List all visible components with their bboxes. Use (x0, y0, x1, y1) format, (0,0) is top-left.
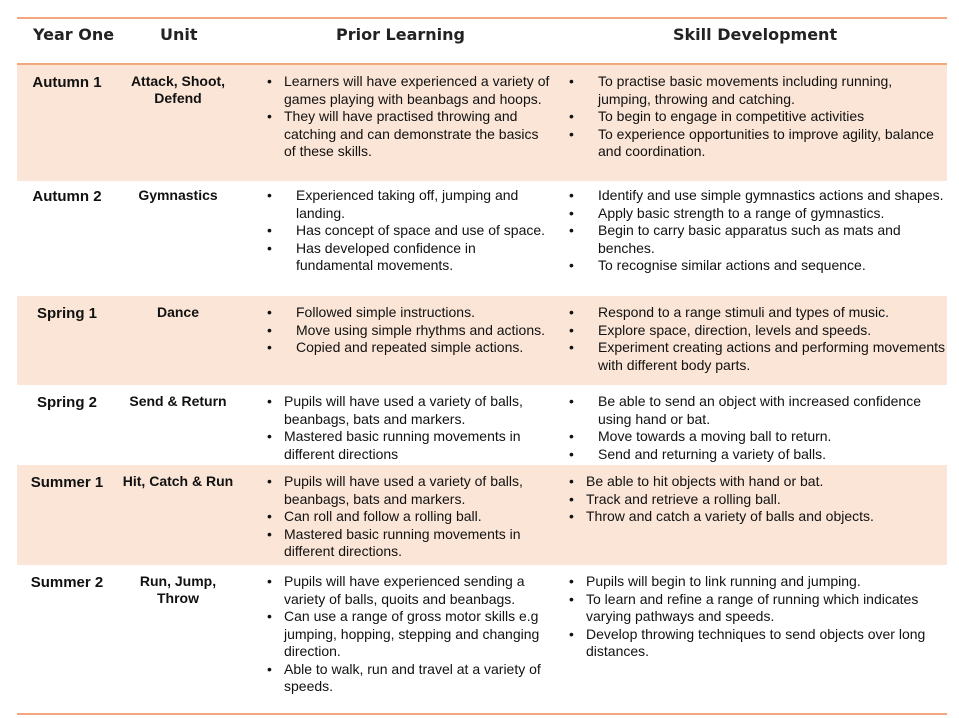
list-item: • Identify and use simple gymnastics actions and shapes. (569, 187, 944, 203)
list-item: • Send and returning a variety of balls. (569, 445, 827, 462)
row-unit: Attack, Shoot, Defend (130, 73, 226, 106)
row-year: Spring 1 (36, 305, 97, 322)
prior-list (265, 393, 550, 463)
row-year: Autumn 2 (32, 188, 102, 205)
row-year: Autumn 1 (32, 74, 102, 91)
list-item: • Able to walk, run and travel at a variety of speeds. (267, 660, 541, 694)
list-item: • Pupils will have used a variety of balls, beanbags, bats and markers. (267, 393, 523, 427)
row-unit: Run, Jump, Throw (139, 573, 217, 606)
list-item: • Copied and repeated simple actions. (267, 339, 524, 355)
list-item: • To experience opportunities to improve agility, balance and coordination. (569, 125, 934, 159)
list-item: • Has concept of space and use of space. (267, 222, 546, 238)
header-year: Year One (33, 25, 115, 44)
row-year: Spring 2 (36, 394, 97, 411)
row-year: Summer 2 (30, 574, 104, 591)
prior-list (265, 573, 550, 696)
header-unit: Unit (160, 25, 198, 44)
list-item: • To begin to engage in competitive activities (569, 108, 865, 124)
skill-list (567, 304, 947, 374)
list-item: • Begin to carry basic apparatus such as mats and benches. (569, 222, 901, 256)
list-item: • Respond to a range stimuli and types of music. (569, 304, 890, 320)
table-row (17, 63, 947, 181)
list-item: • They will have practised throwing and catching and can demonstrate the basics of these skills. (267, 108, 539, 159)
list-item: • Can use a range of gross motor skills e.g jumping, hopping, stepping and changing direction. (267, 608, 540, 659)
list-item: • Move towards a moving ball to return. (569, 428, 832, 444)
prior-list (265, 304, 550, 357)
row-unit: Dance (156, 304, 200, 320)
skill-list (567, 573, 947, 661)
row-unit: Gymnastics (138, 187, 218, 203)
header-prior: Prior Learning (336, 25, 466, 44)
skill-list (567, 73, 947, 161)
list-item: • Be able to hit objects with hand or bat. (569, 473, 824, 489)
list-item: • Followed simple instructions. (267, 304, 475, 320)
list-item: • Throw and catch a variety of balls and objects. (569, 508, 874, 524)
prior-list (265, 473, 550, 561)
header-skill: Skill Development (673, 25, 838, 44)
list-item: • Mastered basic running movements in different directions (267, 428, 521, 462)
list-item: • Pupils will have experienced sending a variety of balls, quoits and beanbags. (267, 573, 525, 607)
list-item: • To recognise similar actions and sequence. (569, 257, 866, 273)
table-row (17, 385, 947, 465)
list-item: • Has developed confidence in fundamental movements. (267, 239, 476, 273)
list-item: • To practise basic movements including running, jumping, throwing and catching. (569, 73, 893, 107)
prior-list (265, 73, 550, 161)
prior-list (265, 187, 550, 275)
list-item: • Experiment creating actions and performing movements with different body parts. (569, 339, 946, 373)
list-item: • Be able to send an object with increased confidence using hand or bat. (569, 393, 921, 427)
row-unit: Send & Return (129, 393, 227, 409)
list-item: • Experienced taking off, jumping and landing. (267, 187, 519, 221)
list-item: • Develop throwing techniques to send objects over long distances. (569, 625, 926, 659)
top-rule (17, 17, 947, 19)
list-item: • Learners will have experienced a variety of games playing with beanbags and hoops. (267, 73, 550, 107)
list-item: • Track and retrieve a rolling ball. (569, 490, 781, 507)
table-row (17, 465, 947, 565)
skill-list (567, 187, 947, 275)
skill-list (567, 393, 947, 463)
list-item: • Can roll and follow a rolling ball. (267, 508, 482, 524)
list-item: • Move using simple rhythms and actions. (267, 321, 545, 338)
list-item: • Pupils will begin to link running and jumping. (569, 573, 861, 589)
table-row (17, 179, 947, 296)
skill-list (567, 473, 947, 526)
bottom-rule (17, 713, 947, 715)
row-year: Summer 1 (30, 474, 104, 491)
row-unit: Hit, Catch & Run (122, 473, 234, 489)
list-item: • Explore space, direction, levels and speeds. (569, 321, 872, 338)
list-item: • Pupils will have used a variety of balls, beanbags, bats and markers. (267, 473, 523, 507)
table-row (17, 565, 947, 710)
list-item: • Mastered basic running movements in different directions. (267, 525, 521, 559)
list-item: • Apply basic strength to a range of gymnastics. (569, 204, 885, 221)
list-item: • To learn and refine a range of running which indicates varying pathways and speeds. (569, 590, 919, 624)
table-row (17, 296, 947, 385)
